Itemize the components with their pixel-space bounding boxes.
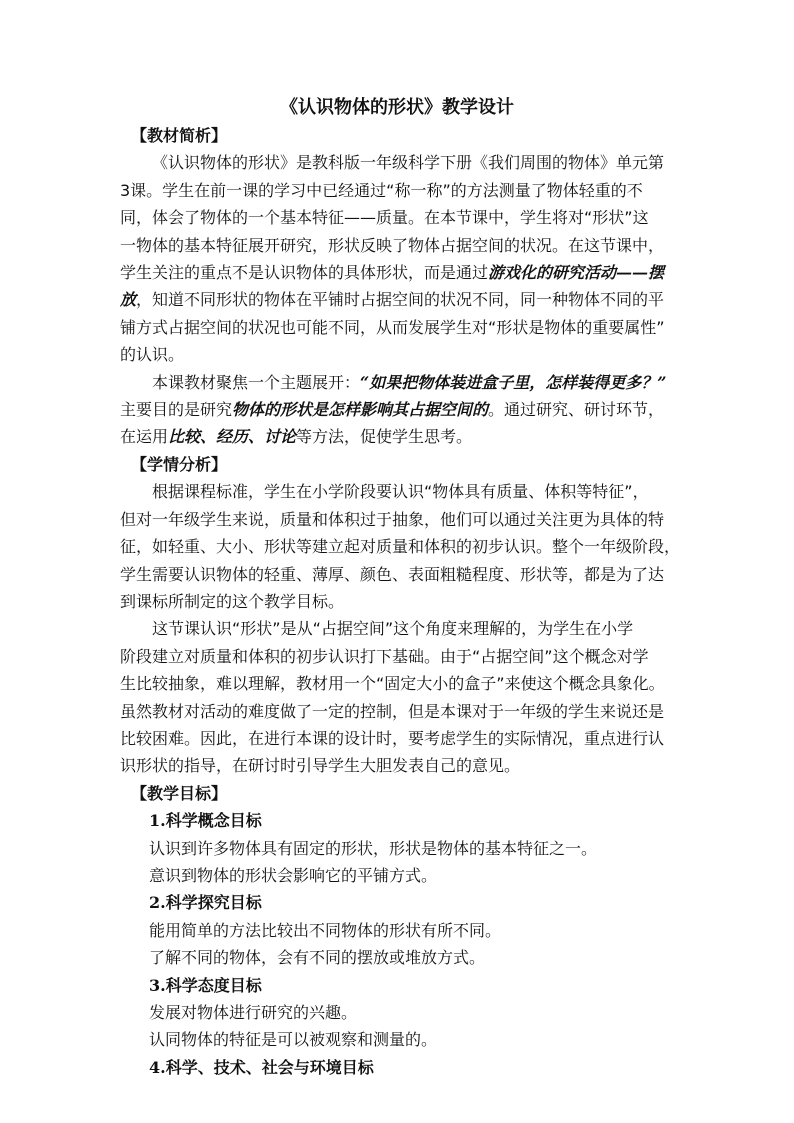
text-line: 生比较抽象，难以理解，教材用一个“固定大小的盒子”来使这个概念具象化。 [120,674,665,694]
section-heading-goals: 【教学目标】 [131,783,228,803]
text-line: 比较困难。因此，在进行本课的设计时，要考虑学生的实际情况，重点进行认 [120,728,665,748]
goal-item: 发展对物体进行研究的兴趣。 [149,1003,358,1022]
goal-item: 意识到物体的形状会影响它的平铺方式。 [149,865,438,885]
text-line [120,369,680,396]
learner-paragraph-1 [120,478,680,615]
goal-item: 认同物体的特征是可以被观察和测量的。 [149,1030,438,1050]
text-line [120,423,680,450]
text-line: 这节课认识“形状”是从“占据空间”这个角度来理解的，为学生在小学 [152,619,634,639]
text-line: 《认识物体的形状》是教科版一年级科学下册《我们周围的物体》单元第 [152,153,665,173]
emphasis-text: 放 [120,290,137,310]
emphasis-text: 游戏化的研究活动——摆 [488,263,665,283]
goal-heading-concept: 1.科学概念目标 [149,811,262,831]
section-heading-material: 【教材简析】 [131,126,228,145]
text-line: 一物体的基本特征展开研究，形状反映了物体占据空间的状况。在这节课中， [120,235,665,255]
text-run: 等方法，促使学生思考。 [296,427,473,447]
material-paragraph-1 [120,149,680,368]
text-line: 铺方式占据空间的状况也可能不同，从而发展学生对“形状是物体的重要属性” [120,317,665,337]
emphasis-text: 物体的形状是怎样影响其占据空间的 [232,400,489,420]
text-line: 同，体会了物体的一个基本特征——质量。在本节课中，学生将对“形状”这 [120,208,649,228]
text-run: 本课教材聚焦一个主题展开： [152,372,361,392]
goal-item: 认识到许多物体具有固定的形状，形状是物体的基本特征之一。 [149,838,598,858]
text-line: 到课标所制定的这个教学目标。 [120,591,345,611]
document-title: 《认识物体的形状》教学设计 [280,97,514,118]
text-run: ，知道不同形状的物体在平铺时占据空间的状况不同，同一种物体不同的平 [136,290,665,310]
goal-heading-inquiry: 2.科学探究目标 [149,893,262,913]
goal-heading-stse: 4.科学、技术、社会与环境目标 [149,1057,374,1077]
text-line: 虽然教材对活动的难度做了一定的控制，但是本课对于一年级的学生来说还是 [120,701,665,721]
goal-item: 了解不同的物体，会有不同的摆放或堆放方式。 [149,948,486,968]
emphasis-text: 比较、经历、讨论 [168,427,297,447]
document-body [120,122,680,1081]
text-line [120,286,680,313]
goal-heading-attitude: 3.科学态度目标 [149,975,262,995]
text-line: 3课。学生在前一课的学习中已经通过“称一称”的方法测量了物体轻重的不 [120,180,643,200]
emphasis-text: “如果把物体装进盒子里，怎样装得更多？” [360,372,667,392]
text-line: 识形状的指导，在研讨时引导学生大胆发表自己的意见。 [120,756,521,776]
section-heading-learner: 【学情分析】 [131,454,228,474]
text-line: 根据课程标准，学生在小学阶段要认识“物体具有质量、体积等特征”， [152,482,649,502]
text-run: 。通过研究、研讨环节， [488,400,665,420]
text-line: 但对一年级学生来说，质量和体积过于抽象，他们可以通过关注更为具体的特 [120,509,665,529]
text-run: 主要目的是研究 [120,400,233,420]
text-line: 征，如轻重、大小、形状等建立起对质量和体积的初步认识。整个一年级阶段， [120,537,681,557]
learner-paragraph-2 [120,615,680,779]
text-line: 学生需要认识物体的轻重、薄厚、颜色、表面粗糙程度、形状等，都是为了达 [120,564,665,584]
text-line: 阶段建立对质量和体积的初步认识打下基础。由于“占据空间”这个概念对学 [120,646,649,666]
text-line: 的认识。 [120,345,185,365]
text-line [120,396,680,423]
goal-item: 能用简单的方法比较出不同物体的形状有所不同。 [149,920,502,940]
material-paragraph-2 [120,369,680,451]
text-run: 学生关注的重点不是认识物体的具体形状，而是通过 [120,263,489,283]
text-run: 在运用 [120,427,169,447]
text-line [120,259,680,286]
